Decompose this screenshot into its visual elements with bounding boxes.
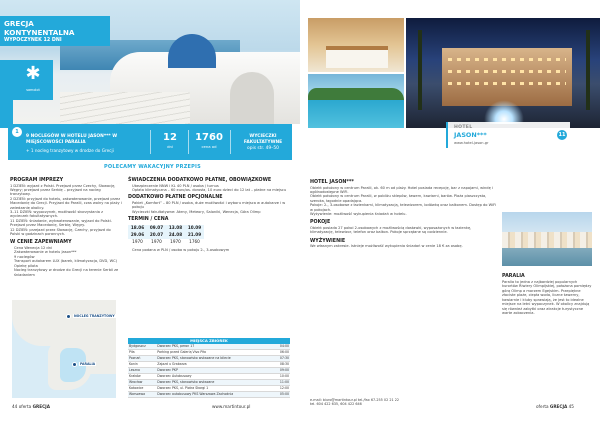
pickup-time: 11:00 <box>273 380 290 386</box>
map-pin-icon <box>66 314 71 319</box>
dates-table <box>128 225 204 246</box>
paralia-photo <box>502 212 592 266</box>
date-cell: 18.06 <box>128 225 147 232</box>
program-title: PROGRAM IMPREZY <box>10 178 64 183</box>
price-cell <box>194 132 224 149</box>
pickup-city: Poznań <box>128 356 156 362</box>
pickup-time: 07:30 <box>273 356 290 362</box>
pickup-table <box>128 338 290 398</box>
included-item: Cena Wenecja 12 dni <box>14 246 52 251</box>
bed <box>326 46 388 68</box>
trips-cell <box>237 134 289 152</box>
pickup-city: Piła <box>128 350 156 356</box>
pool-photo <box>308 74 404 128</box>
route-map <box>12 300 116 398</box>
info-bar <box>8 124 292 160</box>
paralia-text: Paralia to jedna z najbardziej popularnych kurortów Riwiery Olimpijskiej, położona pomiędzy górą Olimp a morzem Egejskim. Przepiękne złociste plaże, ciepła woda, liczne tawerny, kawiarnie i kluby sprawiają, że jest to idealne miejsce na letni wypoczynek. W okolicy znajdują się również zabytki oraz atrakcje turystyczne warte zobaczenia. <box>502 279 592 316</box>
table-row <box>128 392 290 398</box>
days-value: 12 <box>163 132 177 143</box>
pickup-place: Parking przed Galerią Vivo Piła <box>156 350 273 356</box>
paralia-title: PARALIA <box>502 274 525 279</box>
site-link[interactable]: www.martintour.pl <box>212 404 251 409</box>
badge-number: 1 <box>12 127 22 137</box>
palm <box>418 30 422 110</box>
days-cell <box>158 132 182 149</box>
date-cell: 10.09 <box>185 225 204 232</box>
pickup-city: Leszno <box>128 368 156 374</box>
side-strip <box>0 60 13 128</box>
program-day3: 3–11 DZIEŃ: wypoczynek, możliwość skorzystania z wycieczek fakultatywnych. <box>10 210 104 219</box>
arch <box>230 72 274 124</box>
right-page <box>300 0 600 424</box>
included-item: Zakwaterowanie w hotelu Jason*** <box>14 250 77 255</box>
hotel-name: JASON*** <box>454 131 487 139</box>
palm <box>586 30 590 110</box>
pickup-time: 12:00 <box>273 386 290 392</box>
fountain <box>484 100 524 124</box>
term-note: Cena podana w PLN / osoba w pokoju 2-, 3-osobowym <box>132 247 230 252</box>
hotel-number: 11 <box>558 132 566 138</box>
pickup-time: 04:00 <box>273 344 290 350</box>
map-pin-icon <box>72 362 77 367</box>
rooms-text: Obiekt posiada 27 pokoi 2-osobowych z możliwością dostawki, wyposażonych w łazienkę, klimatyzację, telewizor, telefon oraz balkon. Pokoje sprzątane są codziennie. <box>310 226 472 235</box>
title-line1: GRECJA <box>4 19 34 28</box>
date-cell: 20.07 <box>147 232 166 239</box>
date-cell: 09.07 <box>147 225 166 232</box>
divider <box>188 130 189 154</box>
pickup-city: Katowice <box>128 386 156 392</box>
rooms-title: POKOJE <box>310 220 331 226</box>
pickup-place: Dworzec PKS, stanowisko wskazane <box>156 380 273 386</box>
pickup-time: 05:00 <box>273 392 290 398</box>
pickup-city: Konin <box>128 362 156 368</box>
pickup-time: 08:30 <box>273 362 290 368</box>
extra-item: Opłata klimatyczna – 60 euro/os. dorosła, 10 euro dzieci do 12 lat – płatne na miejscu <box>132 188 287 192</box>
price-cell: 1970 <box>128 239 147 246</box>
pickup-city: Bydgoszcz <box>128 344 156 350</box>
map-label-transit: NOCLEG TRANZYTOWY <box>74 314 115 318</box>
hotel-text: Wyżywienie: możliwość wykupienia śniadań w hotelu. <box>310 212 407 217</box>
page-word: oferta <box>536 404 549 409</box>
extra-title: ŚWIADCZENIA DODATKOWO PŁATNE, OBOWIĄZKOWE <box>128 178 272 183</box>
hotel-badge <box>446 122 570 148</box>
snowflake-icon: ✱ <box>25 63 41 84</box>
divider <box>230 130 231 154</box>
days-label: dni <box>167 144 173 149</box>
pickup-city: Warszawa <box>128 392 156 398</box>
hotel-label: HOTEL <box>454 125 473 130</box>
optional-item: Pakiet „Komfort” – 80 PLN / osoba, duże możliwości i wyboru miejsca w autokarze i w pokoju <box>132 201 286 210</box>
price-value: 1760 <box>195 132 223 143</box>
included-item: Nocleg tranzytowy w drodze do Grecji na terenie Serbii ze śniadaniem <box>14 268 119 277</box>
transport-card <box>13 60 53 100</box>
page-number: 44 <box>12 404 18 409</box>
price-cell: 1970 <box>147 239 166 246</box>
title-box <box>0 16 110 46</box>
pickup-city: Kraków <box>128 374 156 380</box>
info-accommodation: 9 NOCLEGÓW W HOTELU JASON*** W MIEJSCOWOŚCI PARALIA <box>26 134 118 145</box>
optional-title: DODATKOWO PŁATNE OPCJONALNE <box>128 195 223 201</box>
pickup-place: Dworzec autobusowy PKS Warszawa Zachodnia <box>156 392 273 398</box>
extras-column <box>128 176 290 252</box>
hotel-text: Pokoje: 2-, 3-osobowe z łazienkami, klimatyzacją, telewizorem, lodówką oraz balkonem. Dostęp do WiFi w pokojach. <box>310 203 496 212</box>
pickup-place: Dworzec PKS, peron 17 <box>156 344 273 350</box>
divider <box>150 130 151 154</box>
contact-email: e-mail: biuro@martintour.pl tel./fax 67-255 02 21 22 <box>310 398 400 402</box>
stairs <box>60 92 190 124</box>
optional-item: Wycieczki fakultatywne: Ateny, Meteory, Saloniki, Wenecja, Góra Olimp <box>132 209 261 214</box>
pickup-place: Zajazd u Grabarza <box>156 362 273 368</box>
page-footer-left <box>12 404 50 409</box>
hotel-url[interactable]: www.hotel-jason.gr <box>454 141 489 145</box>
program-column <box>10 176 122 277</box>
title-sub: WYPOCZYNEK 12 DNI <box>4 38 62 43</box>
hotel-text: Obiekt położony w centrum Paralii, w pobliżu sklepów, tawern, kawiarni, barów. Plaża piaszczysta, szeroka, łagodnie opadająca. <box>310 194 487 203</box>
contact-phone: tel. 604 422 635, 604 422 646 <box>310 402 362 407</box>
page-word: oferta <box>18 404 32 409</box>
food-text: We własnym zakresie. Istnieje możliwość wykupienia śniadań w cenie 18 € za osobę. <box>310 244 463 249</box>
info-transit: + 1 nocleg tranzytowy w drodze do Grecji <box>26 148 114 153</box>
windows <box>448 82 566 85</box>
date-cell: 21.09 <box>185 232 204 239</box>
windows <box>448 70 566 73</box>
trips-label: WYCIECZKI FAKULTATYWNE <box>243 134 283 145</box>
houses <box>502 232 592 248</box>
hotel-description <box>310 178 496 249</box>
room-photo <box>308 18 404 72</box>
included-title: W CENIE ZAPEWNIAMY <box>10 240 72 246</box>
included-item: Opiekę pilota <box>14 263 38 268</box>
paralia-section <box>502 272 592 316</box>
hotel-text: Obiekt położony w centrum Paralii, ok. 60 m od plaży. Hotel posiada recepcję, bar z napojami, windę i ogólnodostępne WiFi. <box>310 185 493 194</box>
map-label-paralia: PARALIA <box>80 362 96 366</box>
hotel-night-photo <box>406 18 600 128</box>
food-title: WYŻYWIENIE <box>310 238 346 244</box>
pickup-place: Dworzec PKS, ul. Piotra Skargi 1 <box>156 386 273 392</box>
program-day11: 11 DZIEŃ: śniadanie, wykwaterowanie, wyjazd do Polski. Przejazd przez Macedonię, Serbię, Węgry. <box>10 218 112 228</box>
program-day12: 12 DZIEŃ: przejazd przez Słowację, Czechy, przyjazd do Polski w godzinach porannych. <box>10 227 111 237</box>
recommend-heading: POLECAMY WAKACYJNY PRZEPIS <box>104 164 201 170</box>
title-line2: KONTYNENTALNA <box>4 28 75 37</box>
term-title: TERMIN / CENA <box>128 217 169 223</box>
pickup-header: MIEJSCA ZBIÓREK <box>128 338 290 344</box>
included-item: 9 noclegów <box>14 254 35 259</box>
program-day2: 2 DZIEŃ: przyjazd do hotelu, zakwaterowanie, przejazd przez Macedonię do Grecji. Przyjazd do Paralii, czas wolny na plaży i zwiedzanie okolicy. <box>10 196 122 210</box>
pickup-time: 10:00 <box>273 374 290 380</box>
hotel-building <box>442 48 572 106</box>
extra-item: Ubezpieczenie NNW i KL 40 PLN / osoba / turnus <box>132 183 219 188</box>
date-cell: 29.06 <box>128 232 147 239</box>
page-footer-right <box>536 404 574 409</box>
pickup-time: 09:00 <box>273 368 290 374</box>
page-country: GRECJA <box>32 404 50 409</box>
hotel-title: HOTEL JASON*** <box>310 180 354 185</box>
page-country: GRECJA <box>549 404 568 409</box>
pickup-place: Dworzec Autobusowy <box>156 374 273 380</box>
trees <box>308 88 404 100</box>
pickup-time: 06:00 <box>273 350 290 356</box>
price-cell: 1970 <box>166 239 185 246</box>
trips-price: opis str. 49–50 <box>247 146 279 151</box>
pickup-place: Dworzec PKP <box>156 368 273 374</box>
pickup-rows <box>128 344 290 398</box>
contact-block <box>310 398 500 407</box>
pickup-place: Dworzec PKS, stanowisko wskazane na bilecie <box>156 356 273 362</box>
price-label: cena od <box>201 144 217 149</box>
windows <box>448 58 566 61</box>
date-cell: 24.08 <box>166 232 185 239</box>
pickup-city: Wrocław <box>128 380 156 386</box>
date-cell: 13.08 <box>166 225 185 232</box>
price-cell: 1760 <box>185 239 204 246</box>
map-land <box>90 324 116 374</box>
transport-label: samolot <box>26 88 40 92</box>
included-item: Transport autokarem LUX (barek, klimatyzacja, DVD, WC) <box>14 259 118 264</box>
page-number: 45 <box>568 404 574 409</box>
program-day1: 1 DZIEŃ: wyjazd z Polski. Przejazd przez Czechy, Słowację, Węgry; przejazd przez Serbię – przyjazd na nocleg tranzytowy. <box>10 183 116 197</box>
